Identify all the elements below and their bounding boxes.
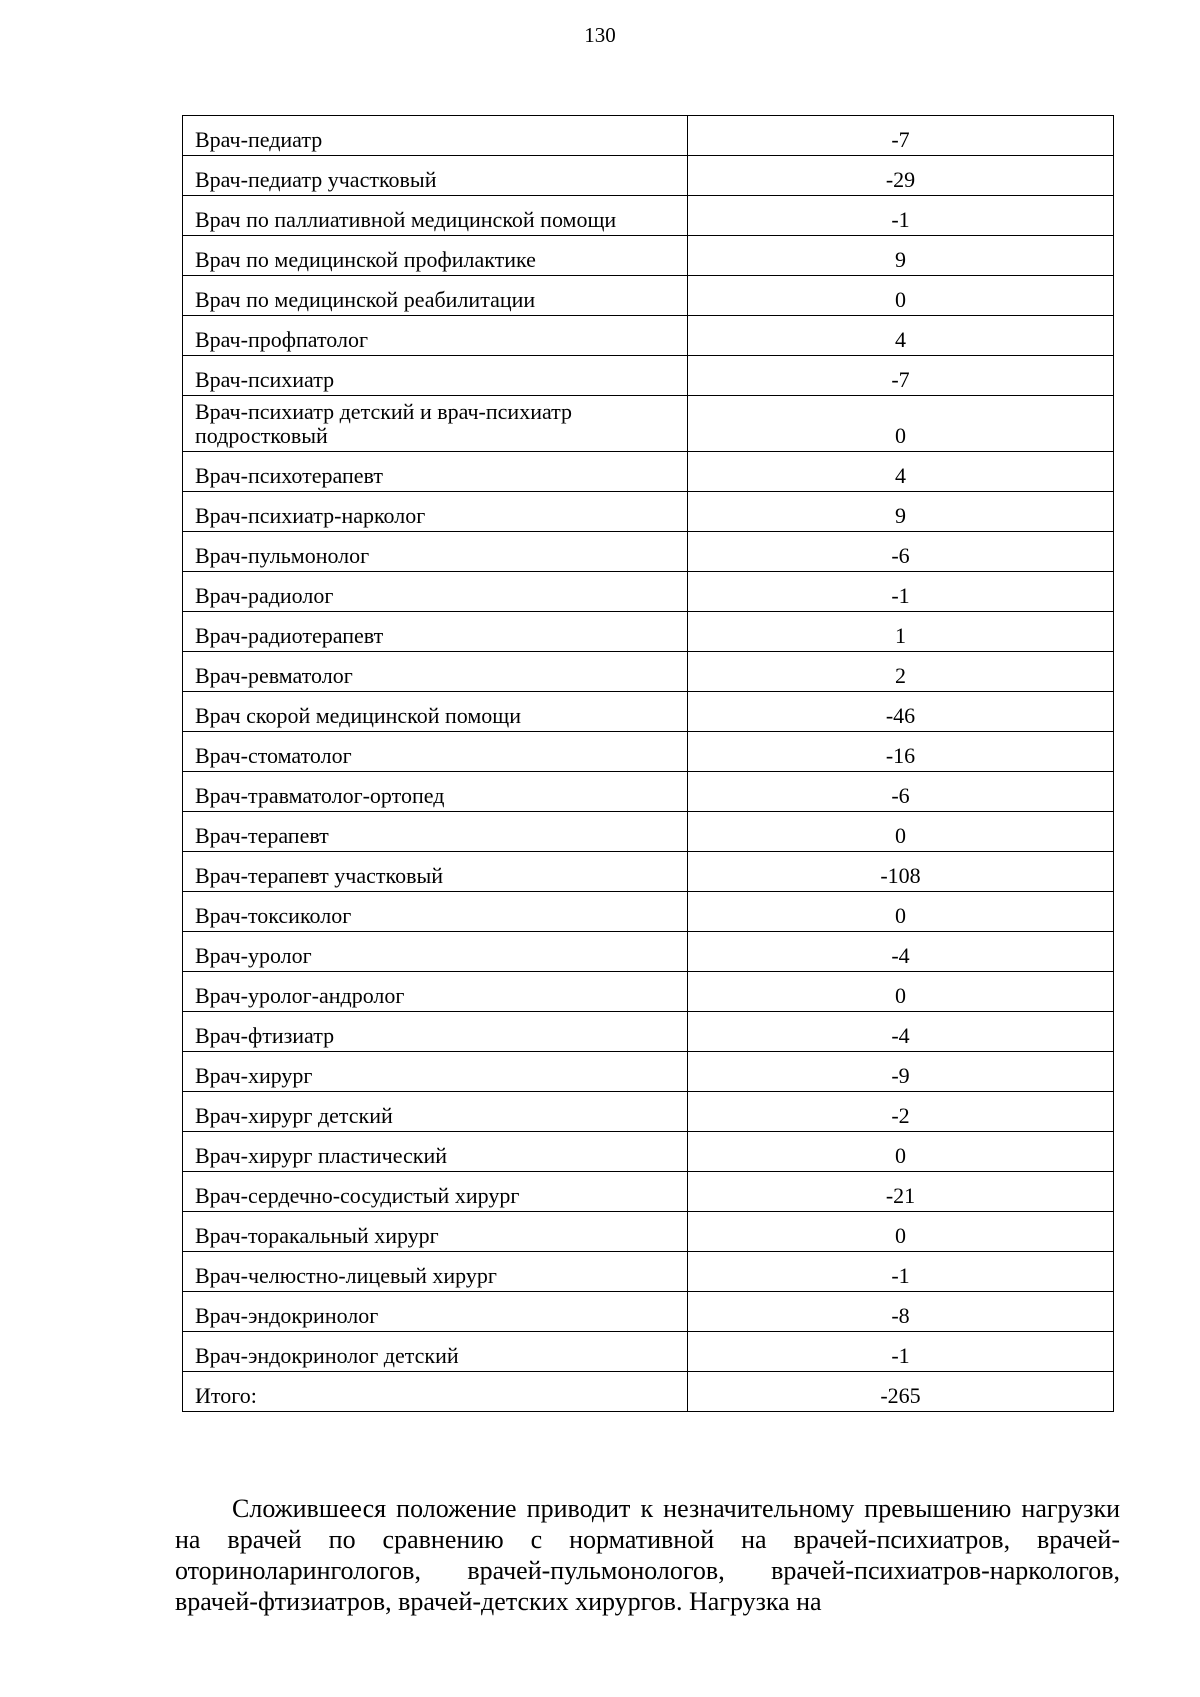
table-row xyxy=(183,1132,1114,1172)
deviation-value-cell: 0 xyxy=(688,892,1114,932)
table-row xyxy=(183,452,1114,492)
specialty-name-cell: Врач-педиатр участковый xyxy=(183,156,688,196)
table-row xyxy=(183,1372,1114,1412)
deviation-value-cell: -108 xyxy=(688,852,1114,892)
table-row xyxy=(183,1012,1114,1052)
table-row xyxy=(183,732,1114,772)
specialty-name-cell: Врач-психиатр xyxy=(183,356,688,396)
deviation-value-cell: -1 xyxy=(688,196,1114,236)
table-row xyxy=(183,852,1114,892)
table-row xyxy=(183,772,1114,812)
deviation-value-cell: -7 xyxy=(688,116,1114,156)
specialty-name-cell: Врач скорой медицинской помощи xyxy=(183,692,688,732)
deviation-value-cell: -4 xyxy=(688,1012,1114,1052)
table-row xyxy=(183,1172,1114,1212)
table-row xyxy=(183,1292,1114,1332)
table-row xyxy=(183,932,1114,972)
deviation-value-cell: 4 xyxy=(688,316,1114,356)
deviation-value-cell: -16 xyxy=(688,732,1114,772)
table-row xyxy=(183,572,1114,612)
specialty-name-cell: Врач по медицинской профилактике xyxy=(183,236,688,276)
specialty-name-cell: Врач-психиатр детский и врач-психиатр подростковый xyxy=(183,396,688,452)
deviation-value-cell: -29 xyxy=(688,156,1114,196)
specialty-name-cell: Врач-челюстно-лицевый хирург xyxy=(183,1252,688,1292)
deviation-value-cell: 0 xyxy=(688,812,1114,852)
deviation-value-cell: -7 xyxy=(688,356,1114,396)
table-row xyxy=(183,1212,1114,1252)
deviation-value-cell: 0 xyxy=(688,276,1114,316)
specialty-name-cell: Врач-терапевт участковый xyxy=(183,852,688,892)
specialty-name-cell: Врач-уролог xyxy=(183,932,688,972)
deviation-value-cell: 1 xyxy=(688,612,1114,652)
specialty-name-cell: Врач-эндокринолог детский xyxy=(183,1332,688,1372)
table-row xyxy=(183,1332,1114,1372)
table-row xyxy=(183,236,1114,276)
specialty-name-cell: Врач-профпатолог xyxy=(183,316,688,356)
specialty-name-cell: Врач-радиотерапевт xyxy=(183,612,688,652)
table-row xyxy=(183,532,1114,572)
specialty-name-cell: Врач-ревматолог xyxy=(183,652,688,692)
deviation-value-cell: -1 xyxy=(688,1332,1114,1372)
deviation-value-cell: -6 xyxy=(688,772,1114,812)
deviation-value-cell: -2 xyxy=(688,1092,1114,1132)
table-row xyxy=(183,316,1114,356)
specialty-name-cell: Врач-стоматолог xyxy=(183,732,688,772)
specialty-name-cell: Врач-терапевт xyxy=(183,812,688,852)
deviation-value-cell: 0 xyxy=(688,972,1114,1012)
specialty-name-cell: Врач-торакальный хирург xyxy=(183,1212,688,1252)
deviation-value-cell: 0 xyxy=(688,396,1114,452)
table-row xyxy=(183,156,1114,196)
deviation-value-cell: -6 xyxy=(688,532,1114,572)
specialty-name-cell: Врач-уролог-андролог xyxy=(183,972,688,1012)
specialty-name-cell: Врач-фтизиатр xyxy=(183,1012,688,1052)
specialty-name-cell: Итого: xyxy=(183,1372,688,1412)
deviation-value-cell: 9 xyxy=(688,236,1114,276)
deviation-value-cell: 4 xyxy=(688,452,1114,492)
specialty-name-cell: Врач-радиолог xyxy=(183,572,688,612)
deviation-value-cell: 0 xyxy=(688,1132,1114,1172)
table-row xyxy=(183,1092,1114,1132)
deviation-value-cell: -21 xyxy=(688,1172,1114,1212)
deviation-value-cell: -9 xyxy=(688,1052,1114,1092)
body-paragraph: Сложившееся положение приводит к незначительному превышению нагрузки на врачей по сравнению с нормативной на врачей-психиатров, врачей-оториноларингологов, врачей-пульмонологов, врачей-психиатров-наркологов, врачей-фтизиатров, врачей-детских хирургов. Нагрузка на xyxy=(175,1494,1120,1616)
specialty-name-cell: Врач-хирург пластический xyxy=(183,1132,688,1172)
specialty-name-cell: Врач-педиатр xyxy=(183,116,688,156)
staffing-table-body xyxy=(183,116,1114,1412)
table-row xyxy=(183,276,1114,316)
table-row xyxy=(183,396,1114,452)
table-row xyxy=(183,492,1114,532)
deviation-value-cell: -265 xyxy=(688,1372,1114,1412)
deviation-value-cell: -4 xyxy=(688,932,1114,972)
table-row xyxy=(183,892,1114,932)
deviation-value-cell: 0 xyxy=(688,1212,1114,1252)
specialty-name-cell: Врач-психиатр-нарколог xyxy=(183,492,688,532)
table-row xyxy=(183,612,1114,652)
table-row xyxy=(183,812,1114,852)
page-number: 130 xyxy=(584,23,616,47)
specialty-name-cell: Врач-травматолог-ортопед xyxy=(183,772,688,812)
specialty-name-cell: Врач-сердечно-сосудистый хирург xyxy=(183,1172,688,1212)
table-row xyxy=(183,356,1114,396)
specialty-name-cell: Врач-пульмонолог xyxy=(183,532,688,572)
specialty-name-cell: Врач по паллиативной медицинской помощи xyxy=(183,196,688,236)
deviation-value-cell: -8 xyxy=(688,1292,1114,1332)
deviation-value-cell: 9 xyxy=(688,492,1114,532)
specialty-name-cell: Врач-эндокринолог xyxy=(183,1292,688,1332)
deviation-value-cell: 2 xyxy=(688,652,1114,692)
table-row xyxy=(183,972,1114,1012)
deviation-value-cell: -46 xyxy=(688,692,1114,732)
specialty-name-cell: Врач-токсиколог xyxy=(183,892,688,932)
specialty-name-cell: Врач-хирург xyxy=(183,1052,688,1092)
specialty-name-cell: Врач по медицинской реабилитации xyxy=(183,276,688,316)
deviation-value-cell: -1 xyxy=(688,572,1114,612)
table-row xyxy=(183,1052,1114,1092)
table-row xyxy=(183,196,1114,236)
deviation-value-cell: -1 xyxy=(688,1252,1114,1292)
table-row xyxy=(183,116,1114,156)
specialty-name-cell: Врач-хирург детский xyxy=(183,1092,688,1132)
table-row xyxy=(183,692,1114,732)
staffing-table xyxy=(182,115,1114,1412)
table-row xyxy=(183,652,1114,692)
table-row xyxy=(183,1252,1114,1292)
specialty-name-cell: Врач-психотерапевт xyxy=(183,452,688,492)
